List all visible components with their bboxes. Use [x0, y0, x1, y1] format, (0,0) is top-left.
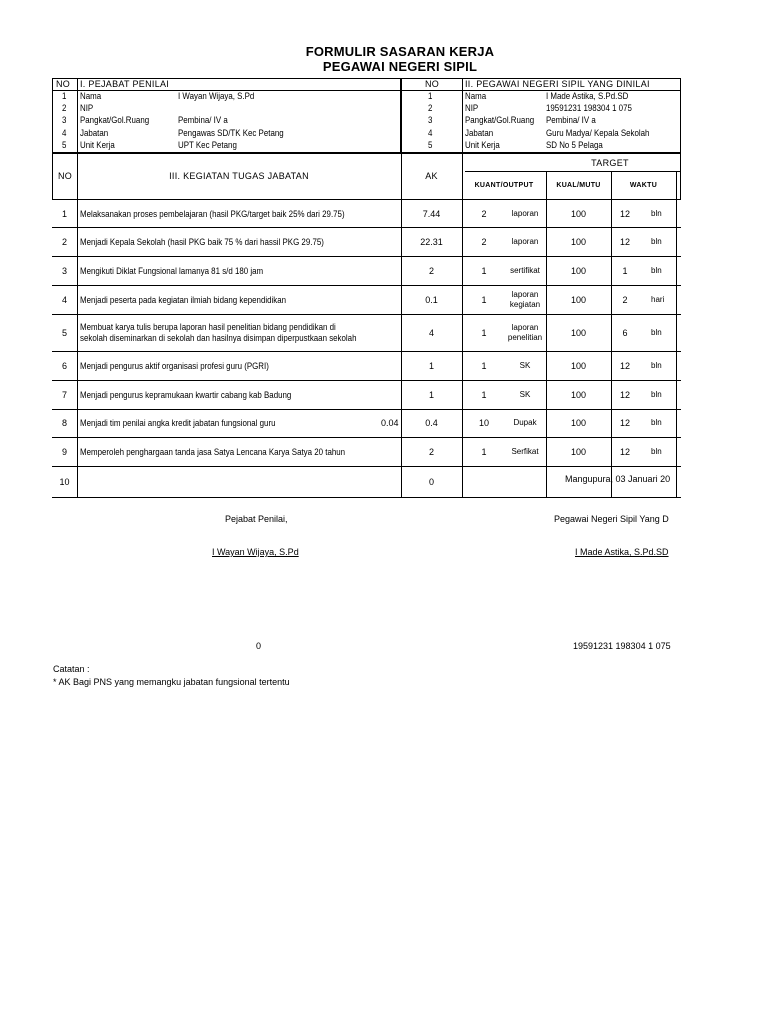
section2-row-value: SD No 5 Pelaga	[546, 139, 603, 150]
right-signer-title: Pegawai Negeri Sipil Yang D	[554, 514, 669, 524]
activity-text: Menjadi tim penilai angka kredit jabatan fungsional guru	[80, 418, 276, 428]
section1-row-label: Unit Kerja	[80, 139, 115, 150]
table-row-divider	[52, 285, 681, 286]
activity-mutu: 100	[570, 294, 587, 305]
activity-waktu: 2	[622, 294, 628, 305]
table-row-divider	[52, 256, 681, 257]
section2-no-label: NO	[425, 79, 440, 89]
activity-qty: 2	[481, 208, 487, 219]
table-row-divider	[52, 351, 681, 352]
target-label: TARGET	[591, 158, 629, 168]
activity-unit: Dupak	[513, 418, 537, 427]
activity-waktu: 12	[619, 208, 630, 219]
activity-unit: laporan kegiatan	[509, 289, 541, 309]
section1-row-no: 1	[62, 91, 67, 101]
activity-text: Menjadi Kepala Sekolah (hasil PKG baik 75 % dari hassil PKG 29.75)	[80, 236, 324, 247]
section2-row-value: 19591231 198304 1 075	[546, 103, 632, 114]
activity-qty: 2	[481, 236, 487, 247]
activity-waktu-unit: bln	[651, 236, 662, 246]
activity-unit: Serfikat	[511, 446, 539, 456]
activity-extra-value: 0.04	[381, 418, 399, 428]
activity-waktu-unit: bln	[651, 418, 662, 427]
activity-unit: laporan	[511, 208, 539, 218]
activity-mutu: 100	[570, 446, 587, 457]
section2-row-no: 5	[428, 139, 433, 150]
activity-waktu: 12	[619, 360, 630, 371]
activity-waktu: 12	[619, 236, 630, 247]
left-signer-nip: 0	[256, 641, 262, 651]
activity-waktu-unit: bln	[651, 208, 662, 218]
section1-row-value: UPT Kec Petang	[178, 139, 237, 150]
left-signer-name: I Wayan Wijaya, S.Pd	[212, 547, 299, 557]
section2-row-value: I Made Astika, S.Pd.SD	[546, 91, 629, 101]
activity-mutu: 100	[570, 327, 587, 338]
activity-ak: 0.1	[425, 294, 438, 305]
activity-waktu-unit: bln	[651, 360, 662, 370]
section1-heading: I. PEJABAT PENILAI	[80, 79, 170, 89]
activity-row-no: 5	[61, 327, 67, 338]
activity-ak: 1	[428, 360, 434, 371]
activity-mutu: 100	[570, 208, 587, 219]
activity-waktu-unit: bln	[651, 265, 662, 275]
activity-ak: 4	[428, 327, 434, 338]
activity-text: Menjadi peserta pada kegiatan ilmiah bidang kependidikan	[80, 294, 287, 305]
section3-heading: III. KEGIATAN TUGAS JABATAN	[169, 171, 309, 181]
waktu-label: WAKTU	[629, 182, 658, 189]
activity-qty: 1	[481, 327, 487, 338]
activity-unit: laporan penelitian	[507, 322, 543, 342]
section1-row-value: I Wayan Wijaya, S.Pd	[178, 91, 255, 101]
activity-ak: 22.31	[420, 236, 443, 247]
activity-qty: 1	[481, 294, 487, 305]
kuant-label: KUANT/OUTPUT	[474, 182, 534, 189]
activity-row-no: 8	[61, 418, 67, 428]
form-title-line1: FORMULIR SASARAN KERJA	[305, 44, 495, 59]
section2-row-label: Pangkat/Gol.Ruang	[465, 115, 535, 126]
activity-row-no: 2	[61, 236, 67, 247]
kual-label: KUAL/MUTU	[556, 182, 601, 189]
activity-unit: SK	[519, 389, 531, 399]
activity-unit: sertifikat	[510, 265, 540, 275]
activity-ak: 0.4	[425, 418, 438, 428]
activity-text: Membuat karya tulis berupa laporan hasil penelitian bidang pendidikan di	[80, 321, 336, 332]
section2-row-label: Nama	[465, 91, 487, 101]
activity-text: Memperoleh penghargaan tanda jasa Satya Lencana Karya Satya 20 tahun	[80, 446, 346, 457]
table-row-divider	[52, 466, 681, 467]
activity-waktu: 1	[622, 265, 628, 276]
activity-qty: 10	[478, 418, 489, 428]
activity-waktu: 12	[619, 389, 630, 400]
activity-row-no: 1	[61, 208, 67, 219]
section2-heading: II. PEGAWAI NEGERI SIPIL YANG DINILAI	[465, 79, 650, 89]
activity-text-line2: sekolah diseminarkan di sekolah dan hasilnya disimpan diperpustkaan sekolah	[80, 332, 357, 343]
section1-row-label: NIP	[80, 103, 94, 114]
activity-waktu-unit: bln	[651, 327, 662, 337]
activity-waktu: 6	[622, 327, 628, 338]
section2-body	[401, 90, 681, 153]
section2-row-no: 3	[428, 115, 433, 126]
table-row-divider	[52, 497, 681, 498]
activity-row-no: 4	[61, 294, 67, 305]
ak-label: AK	[425, 171, 438, 181]
activity-waktu: 12	[619, 418, 630, 428]
section1-no-label: NO	[56, 79, 71, 89]
table-row-divider	[52, 437, 681, 438]
place-date: Mangupura, 03 Januari 20	[565, 474, 671, 484]
section1-row-value: Pengawas SD/TK Kec Petang	[178, 127, 284, 138]
activity-ak: 2	[428, 446, 434, 457]
activity-mutu: 100	[570, 236, 587, 247]
section2-row-no: 1	[428, 91, 433, 101]
activity-waktu-unit: bln	[651, 389, 662, 399]
section1-row-label: Pangkat/Gol.Ruang	[80, 115, 150, 126]
section2-row-label: NIP	[465, 103, 479, 114]
activity-qty: 1	[481, 265, 487, 276]
section2-row-no: 2	[428, 103, 433, 114]
section3-no-label: NO	[58, 171, 73, 181]
section1-row-no: 2	[62, 103, 67, 114]
activity-text: Melaksanakan proses pembelajaran (hasil PKG/target baik 25% dari 29.75)	[80, 208, 345, 219]
activity-text: Menjadi pengurus kepramukaan kwartir cabang kab Badung	[80, 389, 292, 400]
table-row-divider	[52, 227, 681, 228]
activity-qty: 1	[481, 446, 487, 457]
section2-row-value: Pembina/ IV a	[546, 115, 596, 126]
activity-text: Mengikuti Diklat Fungsional lamanya 81 s/d 180 jam	[80, 265, 264, 276]
section1-row-no: 3	[62, 115, 67, 126]
section2-row-no: 4	[428, 127, 433, 138]
right-signer-name: I Made Astika, S.Pd.SD	[575, 547, 669, 557]
activity-ak: 2	[428, 265, 434, 276]
activity-waktu: 12	[619, 446, 630, 457]
activity-ak: 1	[428, 389, 434, 400]
notes-line1: * AK Bagi PNS yang memangku jabatan fungsional tertentu	[53, 677, 290, 687]
section1-row-label: Nama	[80, 91, 102, 101]
activity-waktu-unit: hari	[651, 294, 665, 304]
activity-unit: laporan	[511, 236, 539, 246]
form-title-line2: PEGAWAI NEGERI SIPIL	[322, 59, 478, 74]
activity-qty: 1	[481, 389, 487, 400]
activity-row-no: 9	[61, 446, 67, 457]
activity-row-no: 3	[61, 265, 67, 276]
activity-row-no: 6	[61, 360, 67, 371]
activity-mutu: 100	[570, 389, 587, 400]
activity-ak: 7.44	[422, 208, 441, 219]
activity-ak: 0	[428, 476, 434, 487]
right-signer-nip: 19591231 198304 1 075	[573, 641, 671, 651]
activity-mutu: 100	[570, 360, 587, 371]
section2-row-label: Unit Kerja	[465, 139, 500, 150]
activity-row-no: 10	[59, 476, 70, 487]
table-row-divider	[52, 380, 681, 381]
section1-row-label: Jabatan	[80, 127, 109, 138]
activity-unit: SK	[519, 360, 531, 370]
activity-waktu-unit: bln	[651, 446, 662, 456]
section1-row-value: Pembina/ IV a	[178, 115, 228, 126]
activity-mutu: 100	[570, 265, 587, 276]
section1-row-no: 5	[62, 139, 67, 150]
activity-row-no: 7	[61, 389, 67, 400]
left-signer-title: Pejabat Penilai,	[225, 514, 288, 524]
notes-label: Catatan :	[53, 664, 90, 674]
activity-mutu: 100	[570, 418, 587, 428]
activity-qty: 1	[481, 360, 487, 371]
activity-text: Menjadi pengurus aktif organisasi profesi guru (PGRI)	[80, 360, 269, 371]
table-row-divider	[52, 409, 681, 410]
table-row-divider	[52, 314, 681, 315]
section1-row-no: 4	[62, 127, 67, 138]
section2-row-value: Guru Madya/ Kepala Sekolah	[546, 127, 650, 138]
section2-row-label: Jabatan	[465, 127, 494, 138]
